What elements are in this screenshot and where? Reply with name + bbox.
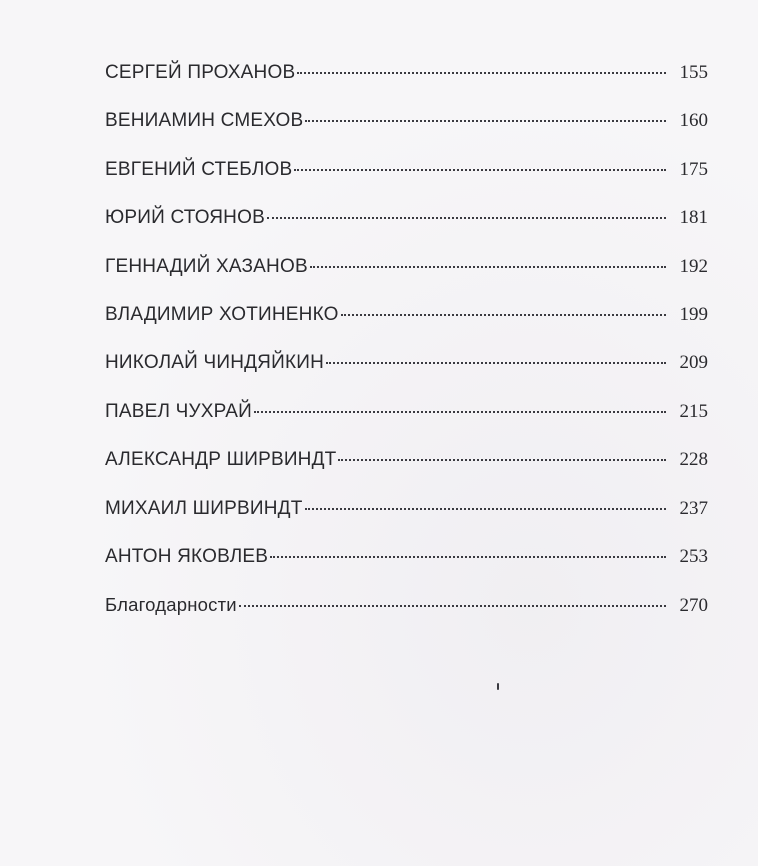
toc-entry-prokhanov <box>105 62 708 110</box>
toc-entry-title: АНТОН ЯКОВЛЕВ <box>105 545 269 567</box>
toc-entry-title: НИКОЛАЙ ЧИНДЯЙКИН <box>105 352 325 374</box>
dotted-leader <box>326 362 666 364</box>
print-speck <box>497 683 499 690</box>
toc-entry-page-number: 181 <box>679 207 708 229</box>
toc-entry-page-number: 192 <box>679 255 708 277</box>
toc-entry-title: ПАВЕЛ ЧУХРАЙ <box>105 400 252 422</box>
toc-entry-page-number: 215 <box>679 400 708 422</box>
toc-entry-page-number: 160 <box>679 110 708 132</box>
dotted-leader <box>310 266 666 268</box>
toc-entry-title: ЕВГЕНИЙ СТЕБЛОВ <box>105 158 293 180</box>
toc-entry-page-number: 228 <box>679 449 708 471</box>
toc-entry-yakovlev <box>105 546 708 594</box>
toc-entry-title: ЮРИЙ СТОЯНОВ <box>105 207 265 229</box>
toc-entry-page-number: 209 <box>679 352 708 374</box>
dotted-leader <box>305 120 666 122</box>
toc-entry-page-number: 155 <box>679 62 708 83</box>
toc-entry-khazanov <box>105 256 708 304</box>
toc-entry-steblov <box>105 159 708 207</box>
dotted-leader <box>294 169 666 171</box>
toc-entry-stoyanov <box>105 207 708 255</box>
toc-entry-chindyaykin <box>105 352 708 400</box>
dotted-leader <box>297 72 666 74</box>
toc-entry-title: ГЕННАДИЙ ХАЗАНОВ <box>105 255 308 277</box>
toc-entry-acknowledgements <box>105 594 708 642</box>
toc-entry-title: ВЛАДИМИР ХОТИНЕНКО <box>105 303 339 325</box>
toc-entry-a-shirvindt <box>105 449 708 497</box>
dotted-leader <box>305 508 667 510</box>
toc-entry-page-number: 253 <box>679 545 708 567</box>
dotted-leader <box>254 411 666 413</box>
table-of-contents <box>105 62 708 643</box>
toc-entry-page-number: 270 <box>679 595 708 617</box>
dotted-leader <box>239 605 666 607</box>
toc-entry-title: ВЕНИАМИН СМЕХОВ <box>105 110 304 132</box>
dotted-leader <box>338 459 666 461</box>
toc-entry-title: АЛЕКСАНДР ШИРВИНДТ <box>105 449 337 471</box>
toc-entry-title: СЕРГЕЙ ПРОХАНОВ <box>105 62 296 83</box>
toc-entry-khotinenko <box>105 304 708 352</box>
toc-entry-m-shirvindt <box>105 498 708 546</box>
dotted-leader <box>267 217 666 219</box>
dotted-leader <box>341 314 666 316</box>
dotted-leader <box>270 556 666 558</box>
toc-entry-page-number: 237 <box>679 497 708 519</box>
toc-entry-page-number: 175 <box>679 158 708 180</box>
toc-entry-title: МИХАИЛ ШИРВИНДТ <box>105 497 303 519</box>
toc-entry-page-number: 199 <box>679 303 708 325</box>
toc-entry-chukhray <box>105 401 708 449</box>
toc-entry-title: Благодарности <box>105 594 237 616</box>
toc-entry-smekhov <box>105 110 708 158</box>
